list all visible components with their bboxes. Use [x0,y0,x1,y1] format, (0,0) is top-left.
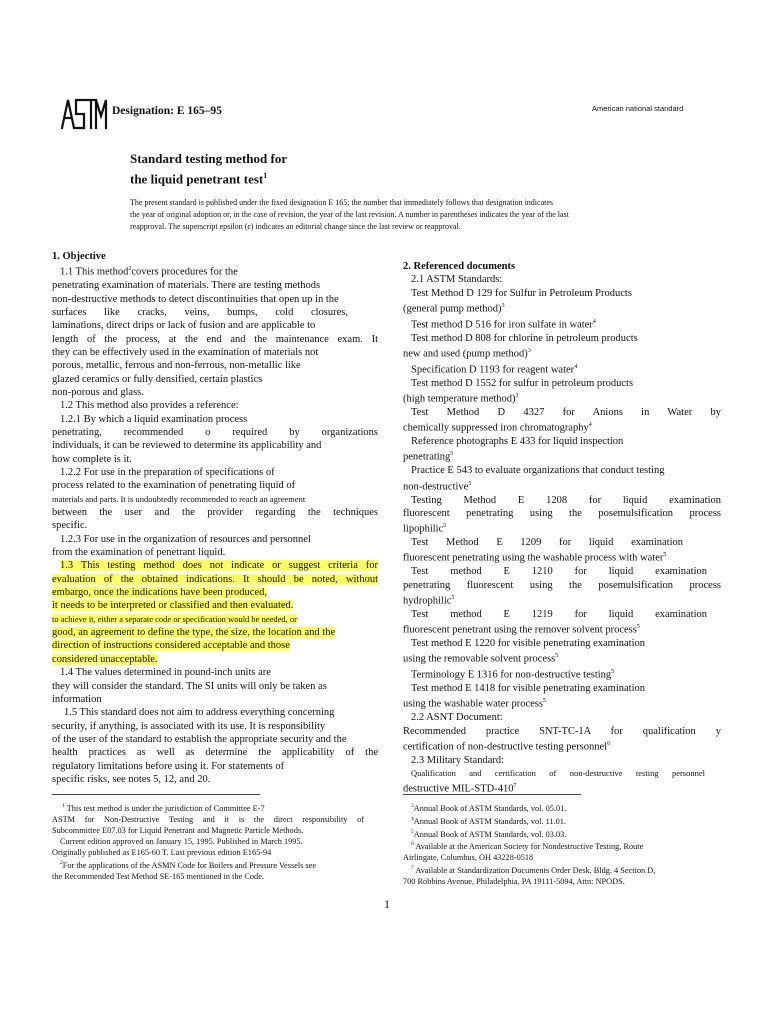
text-line: from the examination of penetrant liquid. [52,547,226,559]
highlighted-line: to achieve it, either a separate code or specification would be needed, or [52,613,297,624]
footnote-line: ASTM for Non-Destructive Testing and it is the direct responsibility of [52,814,364,824]
footnote-line: Subcommittee E07.03 for Liquid Penetrant and Magnetic Particle Methods. [52,825,304,835]
text-line: 1.2.3 For use in the organization of resources and personnel [60,533,311,545]
text-line: Test method E 1418 for visible penetrating examination [411,682,645,694]
text-line: Test Method D 129 for Sulfur in Petroleum Products [411,287,632,299]
footnote-line: $^7$ Available at Standardization Documents Order Desk, Bldg. 4 Section D, [411,865,656,875]
footnote-divider-left [52,794,260,795]
page-number: 1 [384,897,390,911]
text-line: Test method E 1219 for liquid examination [411,608,707,620]
intro-line: the year of original adoption or, in the case of revision, the year of the last revision. A number in parentheses indicates the year of the last [130,210,569,219]
footnote-line: $^5$Annual Book of ASTM Standards, vol. 03.03. [411,828,567,839]
standard-type-label: American national standard [592,104,684,113]
text-line: they can be effectively used in the examination of materials not [52,346,319,358]
footnote-line: $^6$ Available at the American Society for Nondestructive Testing, Route [411,841,644,852]
footnote-line: $^1$ This test method is under the jurisdiction of Committee E-7 [62,803,265,813]
text-line: Test Method E 1209 for liquid examination [411,537,683,549]
text-line: lipophilic$^5$ [403,523,447,535]
title-line-1: Standard testing method for [130,151,288,166]
text-line: fluorescent penetrating using the posemulsification process [403,507,721,519]
intro-line: reapproval. The superscript epsilon (є) indicates an editorial change since the last review or reapproval. [130,222,461,231]
text-line: Reference photographs E 433 for liquid inspection [411,436,624,448]
section-1-heading: 1. Objective [52,251,106,262]
text-line: non-destructive$^5$ [403,480,472,493]
text-line: (high temperature method)$^3$ [403,393,519,405]
text-line: penetrating examination of materials. There are testing methods [52,280,321,292]
text-line: 1.4 The values determined in pound-inch units are [60,667,271,679]
text-line: Practice E 543 to evaluate organizations that conduct testing [411,465,665,477]
text-line: regulatory limitations before using it. For statements of [52,760,285,772]
text-line: Test method D 1552 for sulfur in petroleum products [411,377,634,389]
highlighted-line: good, an agreement to define the type, the size, the location and the [52,627,336,639]
text-line: between the user and the provider regarding the techniques [52,507,378,519]
left-column [52,250,378,786]
text-line: Test Method D 4327 for Anions in Water by [411,406,721,418]
footnote-line: Current edition approved on January 15, 1995. Published in March 1995. [60,836,303,846]
text-line: fluorescent penetrating using the washable process with water$^5$ [403,552,667,564]
highlighted-line: it needs to be interpreted or classified and then evaluated. [52,600,294,612]
text-line: security, if anything, is associated with its use. It is responsibility [52,720,326,732]
text-line: Terminology E 1316 for non-destructive testing$^5$ [411,669,615,681]
text-line: how complete is it. [52,453,132,465]
footnote-line: 700 Robbins Avenue, Philadelphia, PA 19111-5094, Attn: NPODS. [403,876,625,886]
footnote-line: $^2$For the applications of the ASMN Code for Boilers and Pressure Vessels see [60,859,317,870]
text-line: using the washable water process$^5$ [403,698,546,710]
text-line: 1.1 This method$^2$covers procedures for the [60,266,238,278]
footnote-line: the Recommended Test Method SE-165 mentioned in the Code. [52,871,264,881]
text-line: surfaces like cracks, veins, bumps, cold closures, [52,306,348,318]
footnotes-right [403,801,713,887]
highlighted-line: considered unacceptable. [52,653,158,665]
text-line: 1.5 This standard does not aim to address everything concerning [64,707,335,719]
highlighted-line: evaluation of the obtained indications. It should be noted, without [52,573,378,585]
title-line-2: the liquid penetrant test$^1$ [130,171,268,187]
text-line: Test method D 808 for chlorine in petroleum products [411,332,638,344]
text-line: Test method D 516 for iron sulfate in water$^4$ [411,318,596,331]
text-line: 1.2.2 For use in the preparation of specifications of [60,467,275,478]
text-line: they will consider the standard. The SI units will only be taken as [52,680,327,692]
text-line: Test method E 1220 for visible penetrating examination [411,637,645,649]
text-line: (general pump method)$^3$ [403,303,505,315]
text-line: process related to the examination of penetrating liquid of [52,480,296,492]
text-line: penetrating$^5$ [403,451,454,463]
right-column [403,260,721,796]
highlighted-line: embargo, once the indications have been produced, [52,587,267,599]
text-line: penetrating fluorescent using the posemulsification process [403,579,721,591]
text-line: chemically suppressed iron chromatography$^4$ [403,422,592,434]
text-line: 1.2 This method also provides a reference: [60,400,239,412]
text-line: new and used (pump method)$^3$ [403,348,531,360]
text-line: specific risks, see notes 5, 12, and 20. [52,773,211,785]
astm-logo [60,92,108,132]
text-line: destructive MIL-$STD-410^7$ [403,783,517,795]
text-line: information [52,693,102,705]
text-line: health practices as well as determine the applicability of the [52,747,378,759]
document-title [130,150,287,187]
text-line: non-porous and glass. [52,386,144,398]
footnote-line: Originally published as E165-60 T. Last previous edition E165-94 [52,847,272,857]
text-line: certification of non-destructive testing personnel$^6$ [403,740,611,753]
text-line: length of the process, at the end and the maintenance exam. It [52,333,378,345]
text-line: Specification D 1193 for reagent water$^4$ [411,363,578,376]
section-2-heading: 2. Referenced documents [403,261,516,272]
footnote-line: Airlingate, Columbus, OH 43228-0518 [403,853,534,863]
text-line: materials and parts. It is undoubtedly recommended to reach an agreement [52,493,306,504]
footnotes-left [52,801,364,882]
text-line: laminations, direct drips or lack of fusion and are applicable to [52,320,316,332]
text-line: hydrophilic$^5$ [403,594,455,607]
text-line: Recommended practice SNT-TC-1A for qualification y [403,725,721,737]
text-line: Test method E 1210 for liquid examination [411,566,707,578]
highlighted-line: direction of instructions considered acceptable and those [52,640,290,652]
text-line: Qualification and certification of non-destructive testing personnel [411,768,705,779]
footnote-line: $^4$Annual Book of ASTM Standards, vol. 11.01. [411,815,567,826]
text-line: individuals, it can be reviewed to determine its applicability and [52,440,322,452]
intro-line: The present standard is published under the fixed designation E 165; the number that immediately follows that designation indicates [130,198,554,207]
text-line: Testing Method E 1208 for liquid examination [411,494,721,506]
text-line: of the user of the standard to establish the appropriate security and the [52,733,347,745]
text-line: 1.2.1 By which a liquid examination process [60,413,248,425]
footnote-line: $^3$Annual Book of ASTM Standards, vol. 05.01. [411,803,567,813]
text-line: fluorescent penetrant using the remover solvent process$^5$ [403,624,640,636]
footnote-divider-right [403,794,581,795]
text-line: porous, metallic, ferrous and non-ferrous, non-metallic like [52,360,301,372]
designation: Designation: E 165–95 [112,105,222,117]
text-line: 2.2 ASNT Document: [411,712,503,724]
text-line: non-destructive methods to detect discontinuities that open up in the [52,293,339,305]
text-line: penetrating, recommended o required by organizations [52,426,378,438]
text-line: 2.3 Military Standard: [411,754,505,766]
text-line: 2.1 ASTM Standards: [411,274,503,286]
highlighted-line: 1.3 This testing method does not indicate or suggest criteria for [60,560,378,572]
text-line: using the removable solvent process$^5$ [403,653,559,665]
text-line: specific. [52,520,88,532]
text-line: glazed ceramics or fully densified, certain plastics [52,373,263,385]
intro-paragraph [130,197,675,233]
